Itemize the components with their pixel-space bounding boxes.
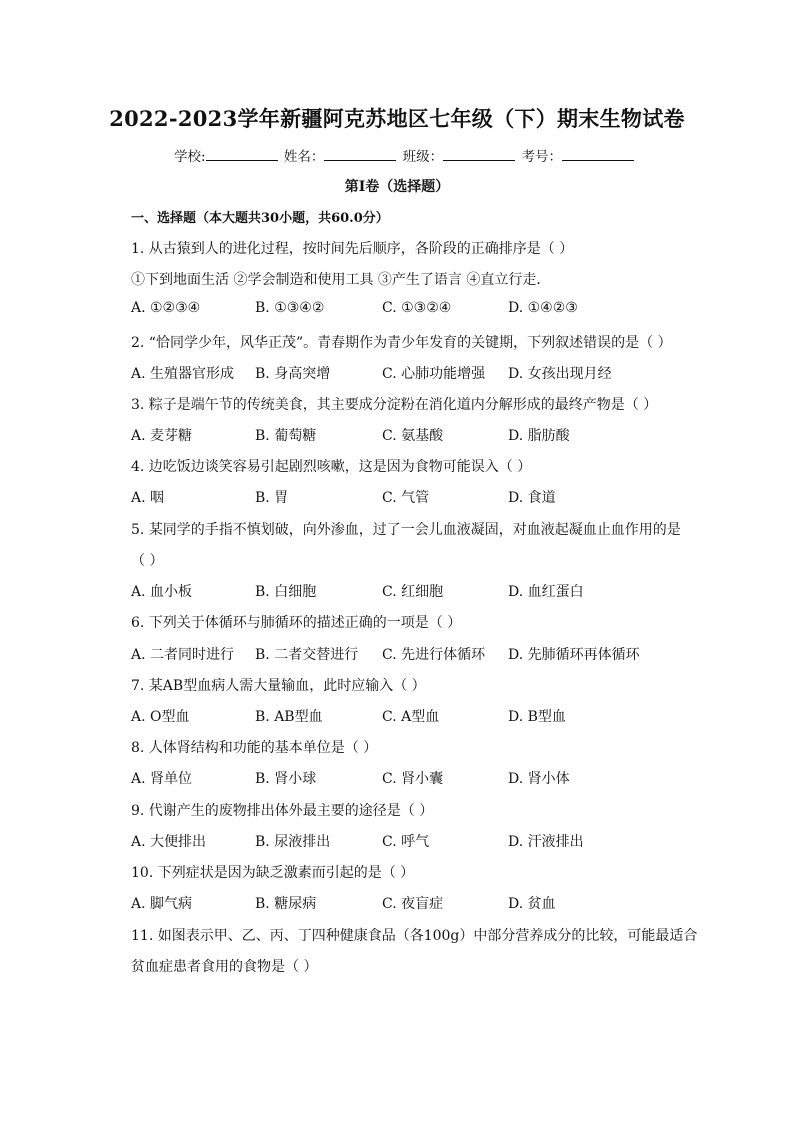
question-11-stem-continued: 贫血症患者食用的食物是（ ） <box>131 959 318 975</box>
q8-option-a: A. 肾单位 <box>131 771 193 787</box>
q4-option-d: D. 食道 <box>508 490 556 506</box>
q2-option-c: C. 心肺功能增强 <box>382 366 486 382</box>
q10-option-c: C. 夜盲症 <box>382 896 444 912</box>
q5-option-b: B. 白细胞 <box>255 584 317 600</box>
q9-option-b: B. 尿液排出 <box>255 834 331 850</box>
question-2-stem: 2. “恰同学少年，风华正茂”。青春期作为青少年发育的关键期，下列叙述错误的是（ ） <box>131 335 672 351</box>
q6-option-d: D. 先肺循环再体循环 <box>508 647 640 663</box>
class-blank[interactable] <box>443 148 515 161</box>
name-label: 姓名： <box>283 149 325 165</box>
question-7-stem: 7. 某AB型血病人需大量输血，此时应输入（ ） <box>131 678 426 694</box>
q10-option-b: B. 糖尿病 <box>255 896 317 912</box>
question-3-stem: 3. 粽子是端午节的传统美食，其主要成分淀粉在消化道内分解形成的最终产物是（ ） <box>131 397 658 413</box>
class-label: 班级： <box>402 149 444 165</box>
q1-option-b: B. ①③④② <box>255 300 325 316</box>
q3-option-d: D. 脂肪酸 <box>508 428 570 444</box>
question-5-stem-continued: （ ） <box>131 553 164 569</box>
q4-option-c: C. 气管 <box>382 490 430 506</box>
q9-option-c: C. 呼气 <box>382 834 430 850</box>
exam-no-label: 考号： <box>521 149 562 165</box>
question-4-stem: 4. 边吃饭边谈笑容易引起剧烈咳嗽，这是因为食物可能误入（ ） <box>131 459 532 475</box>
q1-option-c: C. ①③②④ <box>382 300 452 316</box>
q8-option-b: B. 肾小球 <box>255 771 317 787</box>
q6-option-c: C. 先进行体循环 <box>382 647 486 663</box>
q3-option-a: A. 麦芽糖 <box>131 428 193 444</box>
name-blank[interactable] <box>324 148 396 161</box>
q4-option-a: A. 咽 <box>131 490 165 506</box>
student-info-line <box>174 145 636 165</box>
q5-option-a: A. 血小板 <box>131 584 193 600</box>
exam-no-blank[interactable] <box>562 148 634 161</box>
school-label: 学校: <box>174 149 206 165</box>
question-6-stem: 6. 下列关于体循环与肺循环的描述正确的一项是（ ） <box>131 615 462 631</box>
q5-option-d: D. 血红蛋白 <box>508 584 584 600</box>
section-heading: 一、选择题（本大题共30小题，共60.0分） <box>131 211 389 226</box>
q8-option-d: D. 肾小体 <box>508 771 570 787</box>
q7-option-a: A. O型血 <box>131 709 190 725</box>
q8-option-c: C. 肾小囊 <box>382 771 444 787</box>
q3-option-c: C. 氨基酸 <box>382 428 444 444</box>
q2-option-b: B. 身高突增 <box>255 366 331 382</box>
part-heading: 第I卷（选择题） <box>344 179 450 195</box>
exam-title: 2022-2023学年新疆阿克苏地区七年级（下）期末生物试卷 <box>109 106 685 131</box>
q2-option-d: D. 女孩出现月经 <box>508 366 612 382</box>
q1-option-d: D. ①④②③ <box>508 300 578 316</box>
q7-option-c: C. A型血 <box>382 709 440 725</box>
q4-option-b: B. 胃 <box>255 490 289 506</box>
question-1-stem: 1. 从古猿到人的进化过程，按时间先后顺序，各阶段的正确排序是（ ） <box>131 241 574 257</box>
question-11-stem: 11. 如图表示甲、乙、丙、丁四种健康食品（各100g）中部分营养成分的比较，可能最适合 <box>131 928 698 944</box>
q3-option-b: B. 葡萄糖 <box>255 428 317 444</box>
q2-option-a: A. 生殖器官形成 <box>131 366 235 382</box>
q5-option-c: C. 红细胞 <box>382 584 444 600</box>
question-9-stem: 9. 代谢产生的废物排出体外最主要的途径是（ ） <box>131 803 434 819</box>
question-10-stem: 10. 下列症状是因为缺乏激素而引起的是（ ） <box>131 865 415 881</box>
q10-option-d: D. 贫血 <box>508 896 556 912</box>
question-8-stem: 8. 人体肾结构和功能的基本单位是（ ） <box>131 740 378 756</box>
q1-option-a: A. ①②③④ <box>131 300 201 316</box>
q7-option-b: B. AB型血 <box>255 709 323 725</box>
q9-option-d: D. 汗液排出 <box>508 834 584 850</box>
q7-option-d: D. B型血 <box>508 709 566 725</box>
school-blank[interactable] <box>206 148 278 161</box>
q10-option-a: A. 脚气病 <box>131 896 193 912</box>
question-1-items: ①下到地面生活 ②学会制造和使用工具 ③产生了语言 ④直立行走． <box>131 272 551 288</box>
q9-option-a: A. 大便排出 <box>131 834 207 850</box>
q6-option-b: B. 二者交替进行 <box>255 647 359 663</box>
question-5-stem: 5. 某同学的手指不慎划破，向外渗血，过了一会儿血液凝固，对血液起凝血止血作用的是 <box>131 522 681 538</box>
q6-option-a: A. 二者同时进行 <box>131 647 235 663</box>
